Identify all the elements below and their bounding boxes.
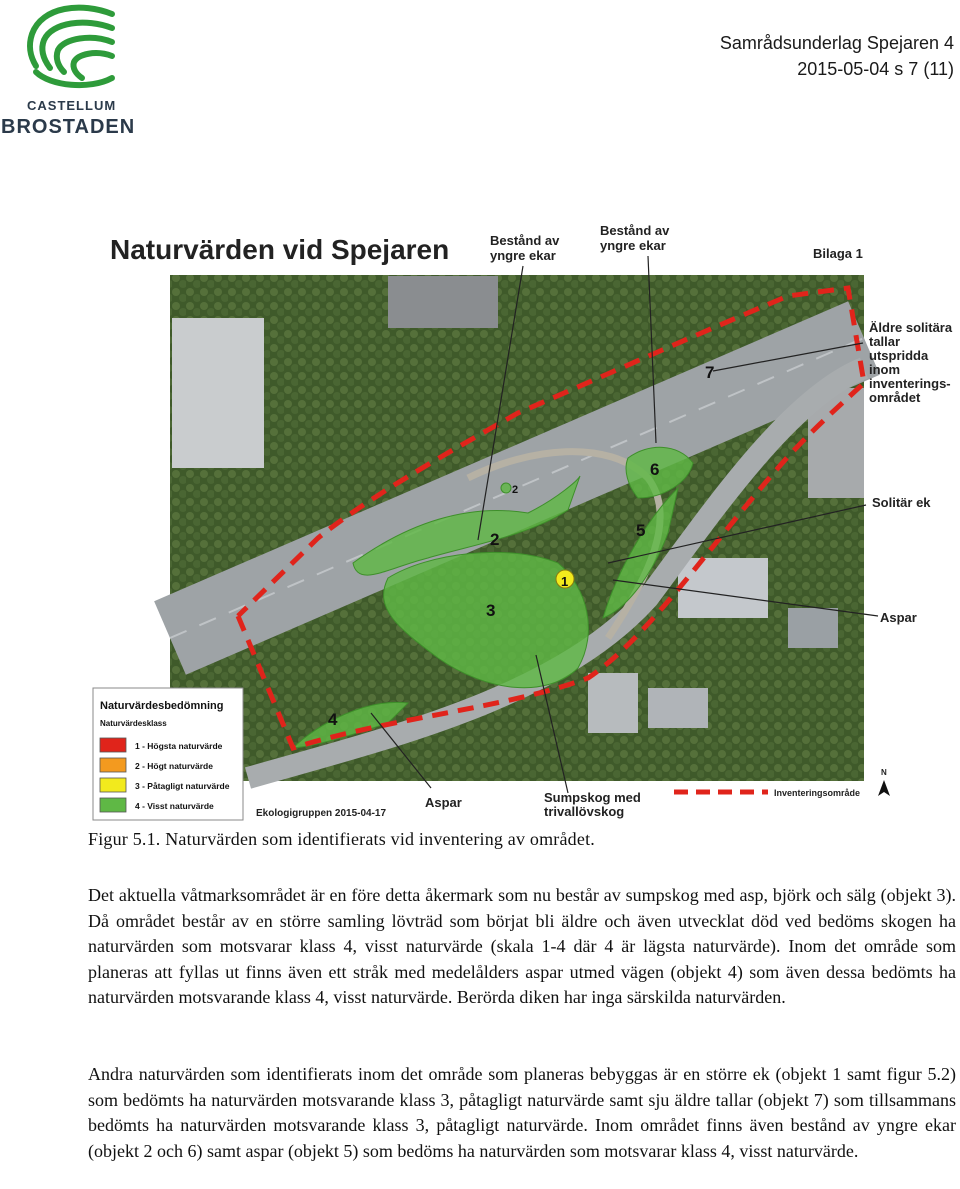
- legend-swatch-3: [100, 778, 126, 792]
- date-page: 2015-05-04 s 7 (11): [797, 59, 954, 79]
- label-solitar-ek: Solitär ek: [872, 495, 931, 510]
- object-number-2: 2: [490, 530, 500, 549]
- label-sumpskog: Sumpskog med trivallövskog: [544, 790, 641, 819]
- paragraph-2: Andra naturvärden som identifierats inom det område som planeras bebyggas är en större ek (objekt 1 samt figur 5.2) som bedömts ha naturvärden motsvarande klass 3, påtagligt naturvärde samt sju äldre tallar (objekt 7) som tillsammans bedömts ha naturvärden motsvarande klass 3, påtagligt naturvärde. Inom området finns även bestånd av yngre ekar (objekt 2 och 6) samt aspar (objekt 5) som bedöms ha naturvärden som motsvarar klass 4, visst naturvärde.: [88, 1064, 956, 1161]
- map-legend: [93, 688, 243, 820]
- logo-text-brostaden: BROSTADEN: [1, 116, 136, 138]
- legend-swatch-1: [100, 738, 126, 752]
- object-number-2-point: 2: [512, 484, 519, 496]
- object-number-4: 4: [328, 710, 338, 729]
- legend-title: Naturvärdesbedömning: [100, 700, 224, 712]
- north-arrow-icon: [878, 780, 890, 796]
- legend-subtitle: Naturvärdesklass: [100, 719, 167, 728]
- inventory-legend-label: Inventeringsområde: [774, 788, 861, 798]
- legend-label-2: 2 - Högt naturvärde: [135, 761, 213, 771]
- figure-caption: Figur 5.1. Naturvärden som identifierats vid inventering av området.: [88, 829, 595, 849]
- legend-swatch-4: [100, 798, 126, 812]
- nature-values-map: [88, 218, 953, 823]
- object-number-7: 7: [705, 363, 715, 382]
- point-objekt-2: [501, 483, 511, 493]
- north-label: N: [881, 768, 887, 777]
- legend-label-1: 1 - Högsta naturvärde: [135, 741, 223, 751]
- object-number-1: 1: [561, 574, 569, 589]
- label-bestand-ek-1: Bestånd av yngre ekar: [490, 233, 560, 263]
- object-number-5: 5: [636, 521, 646, 540]
- legend-label-4: 4 - Visst naturvärde: [135, 801, 214, 811]
- paragraph-1: Det aktuella våtmarksområdet är en före detta åkermark som nu består av sumpskog med asp, björk och sälg (objekt 3). Då området består av en större samling lövträd som börjat bli äldre och även utvecklat död ved bedöms skogen ha naturvärden som motsvarar klass 4, visst naturvärde (skala 1-4 där 4 är lägsta naturvärde). Inom det område som planeras att fyllas ut finns även ett stråk med medelålders aspar utmed vägen (objekt 4) som även dessa bedömts ha naturvärden motsvarande klass 4, visst naturvärde. Berörda diken har inga särskilda naturvärden.: [88, 885, 956, 1007]
- object-number-6: 6: [650, 460, 660, 479]
- label-aldre-tallar: Äldre solitära tallar utspridda inom inventerings- området: [869, 320, 953, 405]
- label-aspar-right: Aspar: [880, 610, 917, 625]
- appendix-label: Bilaga 1: [813, 246, 863, 261]
- label-aspar-bottom: Aspar: [425, 795, 462, 810]
- map-title: Naturvärden vid Spejaren: [110, 234, 450, 265]
- legend-swatch-2: [100, 758, 126, 772]
- credit-text: Ekologigruppen 2015-04-17: [256, 808, 387, 819]
- legend-label-3: 3 - Påtagligt naturvärde: [135, 781, 230, 791]
- logo-text-castellum: CASTELLUM: [27, 98, 117, 113]
- page-header: [720, 30, 954, 82]
- document-title: Samrådsunderlag Spejaren 4: [719, 33, 954, 53]
- object-number-3: 3: [486, 601, 496, 620]
- label-bestand-ek-2: Bestånd av yngre ekar: [600, 223, 670, 253]
